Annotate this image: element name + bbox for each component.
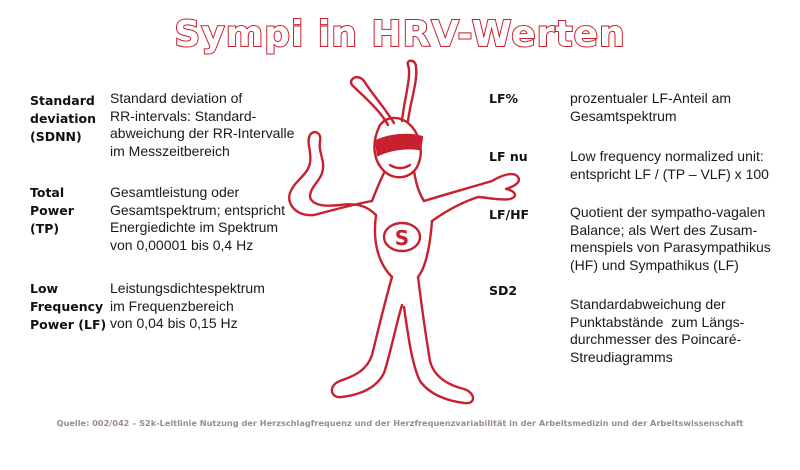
term-tp: Total Power (TP) xyxy=(30,185,74,236)
desc-sdnn: Standard deviation of RR-intervals: Standard- abweichung der RR-Intervalle im Messzeitbereich xyxy=(110,90,295,159)
term-lf: Low Frequency Power (LF) xyxy=(30,281,107,332)
chest-letter: S xyxy=(394,226,410,250)
desc-lf-nu: Low frequency normalized unit: entspricht LF / (TP – VLF) x 100 xyxy=(570,148,769,182)
term-sdnn: Standard deviation (SDNN) xyxy=(30,93,97,144)
term-sd2: SD2 xyxy=(489,283,518,298)
desc-tp: Gesamtleistung oder Gesamtspektrum; entspricht Energiedichte im Spektrum von 0,00001 bis 0,4 Hz xyxy=(110,184,286,253)
source-citation: Quelle: 002/042 – S2k-Leitlinie Nutzung der Herzschlagfrequenz und der Herzfrequenzvariabilität in der Arbeitsmedizin und der Arbeitswissenschaft xyxy=(56,418,744,428)
term-lf-hf: LF/HF xyxy=(489,207,530,222)
page-title: Sympi in HRV-Werten xyxy=(174,14,626,55)
desc-lf-percent: prozentualer LF-Anteil am Gesamtspektrum xyxy=(570,90,732,124)
term-lf-percent: LF% xyxy=(489,91,519,106)
desc-lf-hf: Quotient der sympatho-vagalen Balance; als Wert des Zusam- menspiels von Parasympathikus (HF) und Sympathikus (LF) xyxy=(570,204,771,273)
desc-sd2: Standardabweichung der Punktabstände zum Längs- durchmesser des Poincaré- Streudiagramms xyxy=(570,296,745,365)
desc-lf: Leistungsdichtespektrum im Frequenzbereich von 0,04 bis 0,15 Hz xyxy=(110,280,265,331)
term-lf-nu: LF nu xyxy=(489,149,528,164)
sympi-figure-illustration xyxy=(280,55,530,415)
